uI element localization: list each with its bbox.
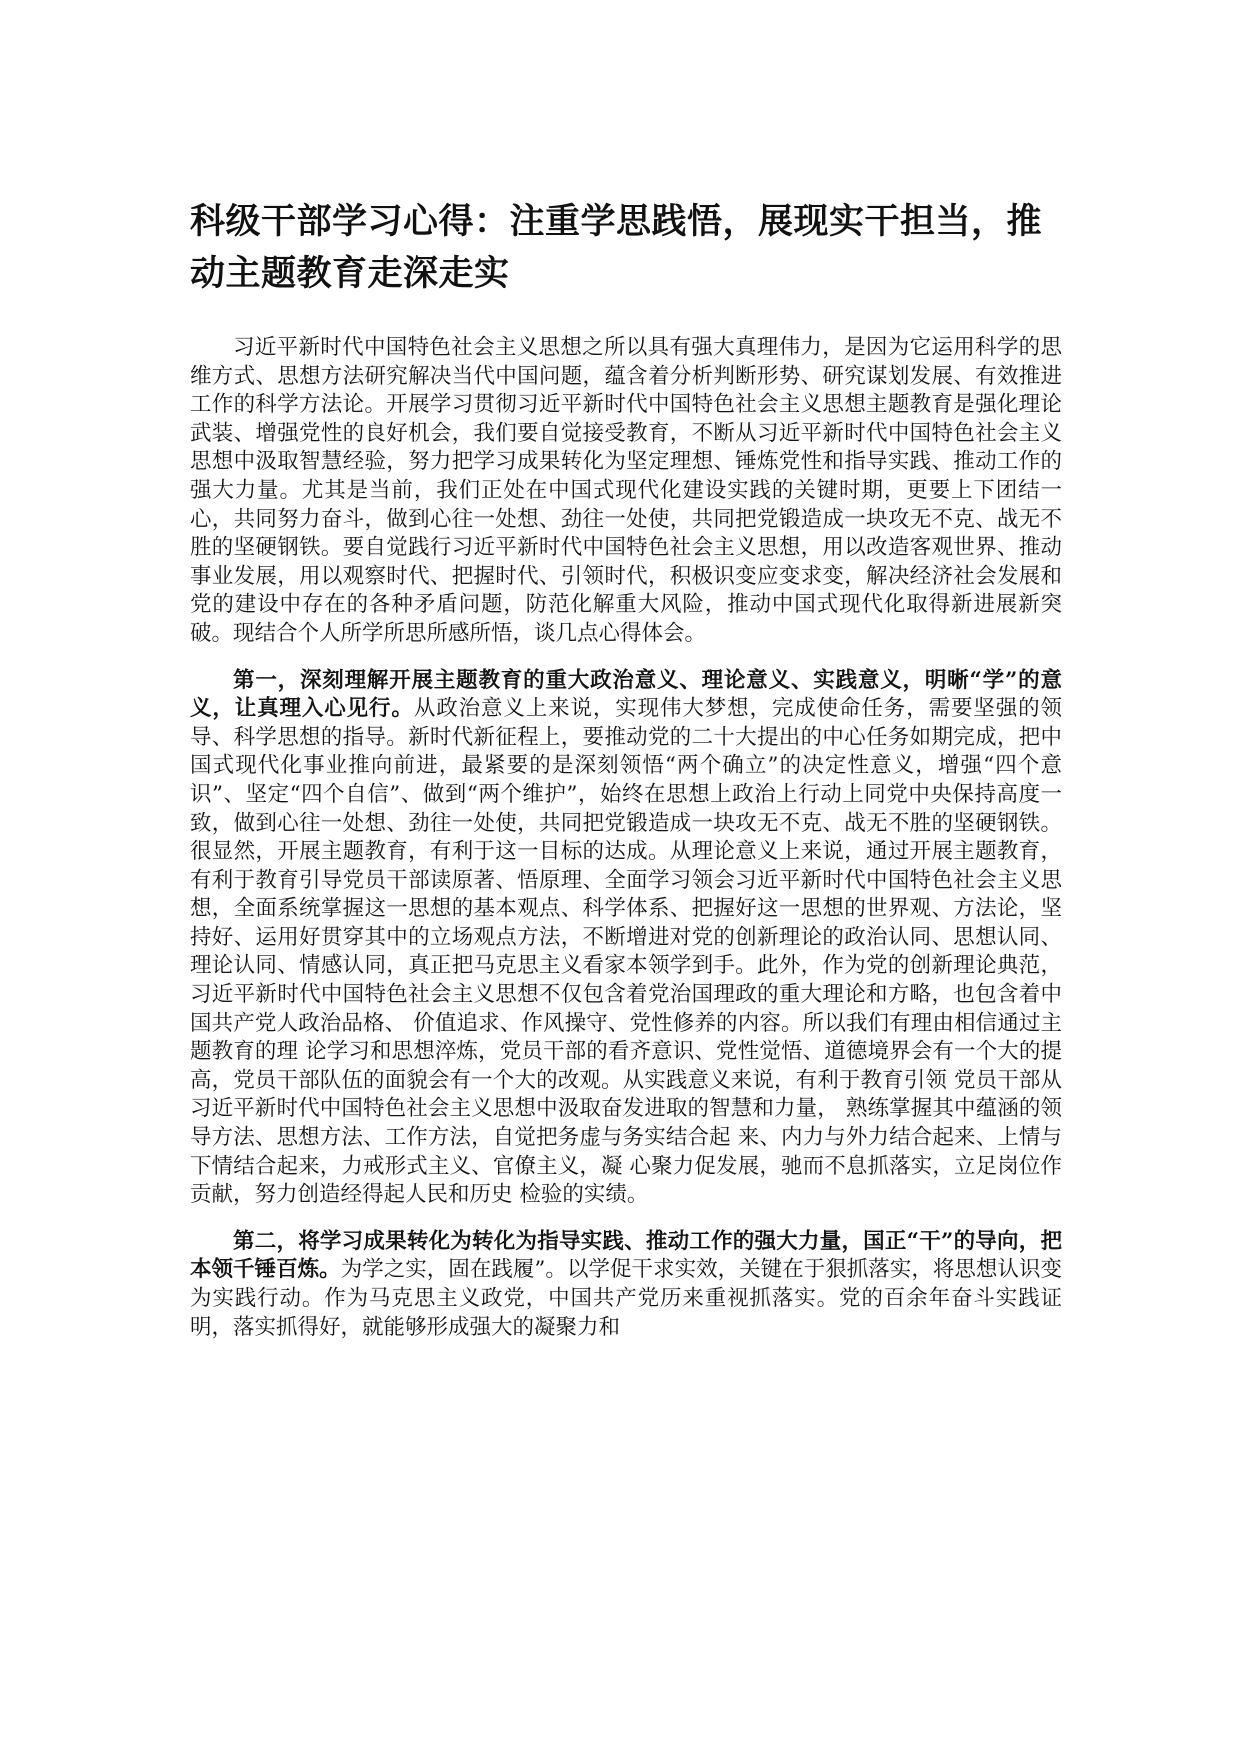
paragraph-lead: 第二，将学习成果转化为转化为指导实践、推动工作的强大力量，国正“干”的导向，把本领千锤百炼。	[190, 1228, 1062, 1283]
paragraph-first-point	[190, 667, 1062, 1210]
paragraph-text: 为学之实，固在践履”。以学促干求实效，关键在于狠抓落实，将思想认识变为实践行动。作为马克思主义政党，中国共产党历来重视抓落实。党的百余年奋斗实践证明，落实抓得好，就能够形成强大的凝聚力和	[190, 1257, 1062, 1340]
paragraph-text: 习近平新时代中国特色社会主义思想之所以具有强大真理伟力，是因为它运用科学的思维方式、思想方法研究解决当代中国问题，蕴含着分析判断形势、研究谋划发展、有效推进工作的科学方法论。开展学习贯彻习近平新时代中国特色社会主义思想主题教育是强化理论武装、增强党性的良好机会，我们要自觉接受教育，不断从习近平新时代中国特色社会主义思想中汲取智慧经验，努力把学习成果转化为坚定理想、锤炼党性和指导实践、推动工作的强大力量。尤其是当前，我们正处在中国式现代化建设实践的关键时期，更要上下团结一心，共同努力奋斗，做到心往一处想、劲往一处使，共同把党锻造成一块攻无不克、战无不胜的坚硬钢铁。要自觉践行习近平新时代中国特色社会主义思想，用以改造客观世界、推动事业发展，用以观察时代、把握时代、引领时代，积极识变应变求变，解决经济社会发展和党的建设中存在的各种矛盾问题，防范化解重大风险，推动中国式现代化取得新进展新突破。现结合个人所学所思所感所悟，谈几点心得体会。	[190, 335, 1062, 646]
document-title: 科级干部学习心得：注重学思践悟，展现实干担当，推动主题教育走深走实	[190, 202, 1043, 294]
paragraph-second-point	[190, 1228, 1062, 1342]
paragraph-lead: 第一，深刻理解开展主题教育的重大政治意义、理论意义、实践意义，明晰“学”的意义，让真理入心见行。	[190, 667, 1062, 722]
paragraph-text: 从政治意义上来说，实现伟大梦想，完成使命任务，需要坚强的领导、科学思想的指导。新时代新征程上，要推动党的二十大提出的中心任务如期完成，把中国式现代化事业推向前进，最紧要的是深刻领悟“两个确立”的决定性意义，增强“四个意识”、坚定“四个自信”、做到“两个维护”，始终在思想上政治上行动上同党中央保持高度一致，做到心往一处想、劲往一处使，共同把党锻造成一块攻无不克、战无不胜的坚硬钢铁。很显然，开展主题教育，有利于这一目标的达成。从理论意义上来说，通过开展主题教育，有利于教育引导党员干部读原著、悟原理、全面学习领会习近平新时代中国特色社会主义思想，全面系统掌握这一思想的基本观点、科学体系、把握好这一思想的世界观、方法论，坚持好、运用好贯穿其中的立场观点方法，不断增进对党的创新理论的政治认同、思想认同、理论认同、情感认同，真正把马克思主义看家本领学到手。此外，作为党的创新理论典范，习近平新时代中国特色社会主义思想不仅包含着党治国理政的重大理论和方略，也包含着中国共产党人政治品格、 价值追求、作风操守、党性修养的内容。所以我们有理由相信通过主题教育的理 论学习和思想淬炼，党员干部的看齐意识、党性觉悟、道德境界会有一个大的提 高，党员干部队伍的面貌会有一个大的改观。从实践意义来说，有利于教育引领 党员干部从习近平新时代中国特色社会主义思想中汲取奋发进取的智慧和力量， 熟练掌握其中蕴涵的领导方法、思想方法、工作方法，自觉把务虚与务实结合起 来、内力与外力结合起来、上情与下情结合起来，力戒形式主义、官僚主义，凝 心聚力促发展，驰而不息抓落实，立足岗位作贡献，努力创造经得起人民和历史 检验的实绩。	[190, 696, 1062, 1208]
document-body	[190, 196, 1062, 1360]
paragraph-intro	[190, 334, 1062, 649]
